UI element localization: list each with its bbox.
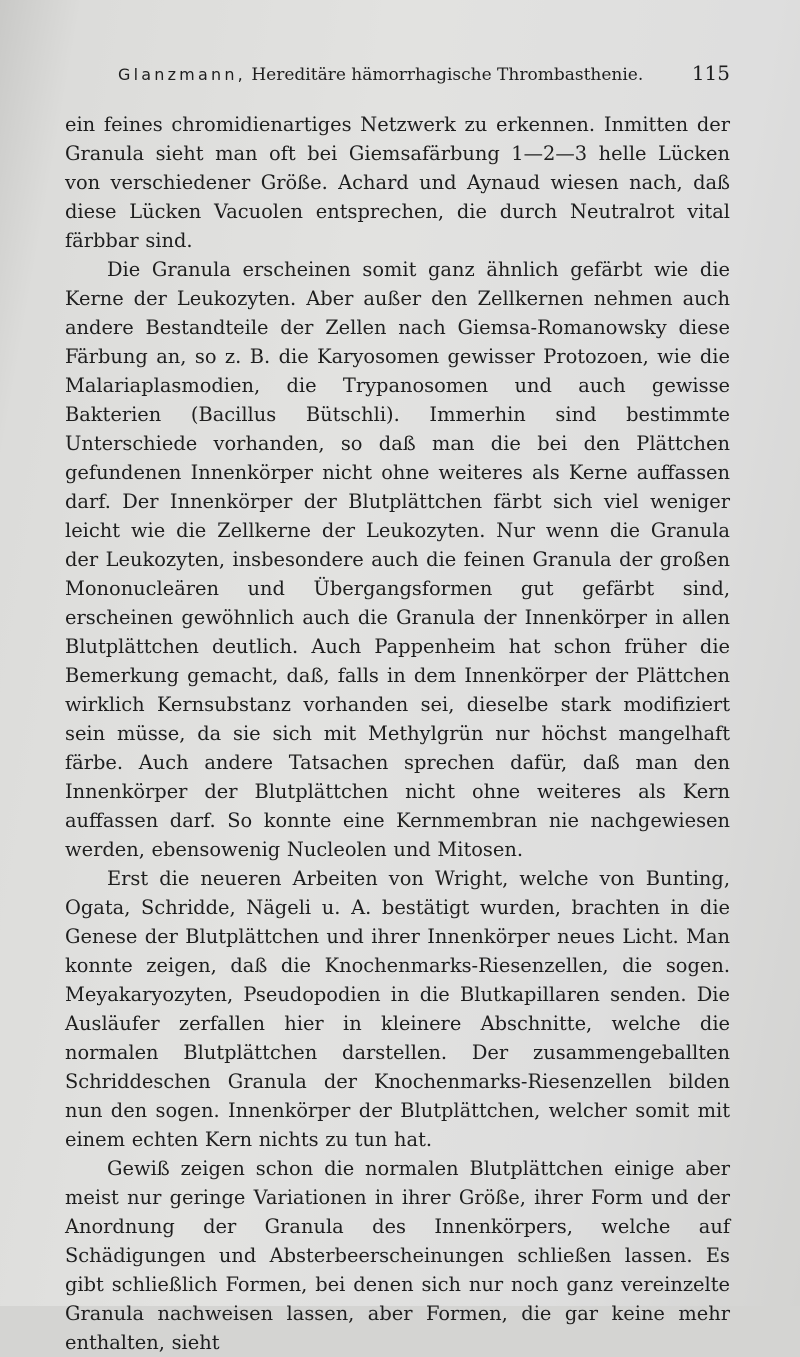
- page-number: 115: [691, 61, 730, 85]
- header-title: Hereditäre hämorrhagische Thrombasthenie.: [245, 65, 644, 85]
- paragraph: Die Granula erscheinen somit ganz ähnlich gefärbt wie die Kerne der Leukozyten. Aber außer den Zellkernen nehmen auch andere Bestandteile der Zellen nach Giemsa-Romanowsky diese Färbung an, so z. B. die Karyosomen gewisser Protozoen, wie die Malariaplasmodien, die Trypanosomen und auch gewisse Bakterien (Bacillus Bütschli). Immerhin sind bestimmte Unterschiede vorhanden, so daß man die bei den Plättchen gefundenen Innenkörper nicht ohne weiteres als Kerne auffassen darf. Der Innenkörper der Blutplättchen färbt sich viel weniger leicht wie die Zellkerne der Leukozyten. Nur wenn die Granula der Leukozyten, insbesondere auch die feinen Granula der großen Mononucleären und Übergangsformen gut gefärbt sind, erscheinen gewöhnlich auch die Granula der Innenkörper in allen Blutplättchen deutlich. Auch Pappenheim hat schon früher die Bemerkung gemacht, daß, falls in dem Innenkörper der Plättchen wirklich Kernsubstanz vorhanden sei, dieselbe stark modifiziert sein müsse, da sie sich mit Methylgrün nur höchst mangelhaft färbe. Auch andere Tatsachen sprechen dafür, daß man den Innenkörper der Blutplättchen nicht ohne weiteres als Kern auffassen darf. So konnte eine Kernmembran nie nachgewiesen werden, ebensowenig Nucleolen und Mitosen.: [65, 258, 730, 861]
- header-author: Glanzmann,: [118, 65, 246, 84]
- paragraph: Gewiß zeigen schon die normalen Blutplättchen einige aber meist nur geringe Variationen in ihrer Größe, ihrer Form und der Anordnung der Granula des Innenkörpers, welche auf Schädigungen und Absterbeerscheinungen schließen lassen. Es gibt schließlich Formen, bei denen sich nur noch ganz vereinzelte Granula nachweisen lassen, aber Formen, die gar keine mehr enthalten, sieht: [65, 1157, 730, 1354]
- paragraph: Erst die neueren Arbeiten von Wright, welche von Bunting, Ogata, Schridde, Nägeli u. A. bestätigt wurden, brachten in die Genese der Blutplättchen und ihrer Innenkörper neues Licht. Man konnte zeigen, daß die Knochenmarks-Riesenzellen, die sogen. Meyakaryozyten, Pseudopodien in die Blutkapillaren senden. Die Ausläufer zerfallen hier in kleinere Abschnitte, welche die normalen Blutplättchen darstellen. Der zusammengeballten Schriddeschen Granula der Knochenmarks-Riesenzellen bilden nun den sogen. Innenkörper der Blutplättchen, welcher somit mit einem echten Kern nichts zu tun hat.: [65, 867, 730, 1151]
- paragraph-continued: ein feines chromidienartiges Netzwerk zu erkennen. Inmitten der Granula sieht man oft bei Giemsafärbung 1—2—3 helle Lücken von verschiedener Größe. Achard und Aynaud wiesen nach, daß diese Lücken Vacuolen entsprechen, die durch Neutralrot vital färbbar sind.: [65, 113, 730, 252]
- body-text: [65, 110, 730, 1357]
- running-head: [118, 60, 730, 90]
